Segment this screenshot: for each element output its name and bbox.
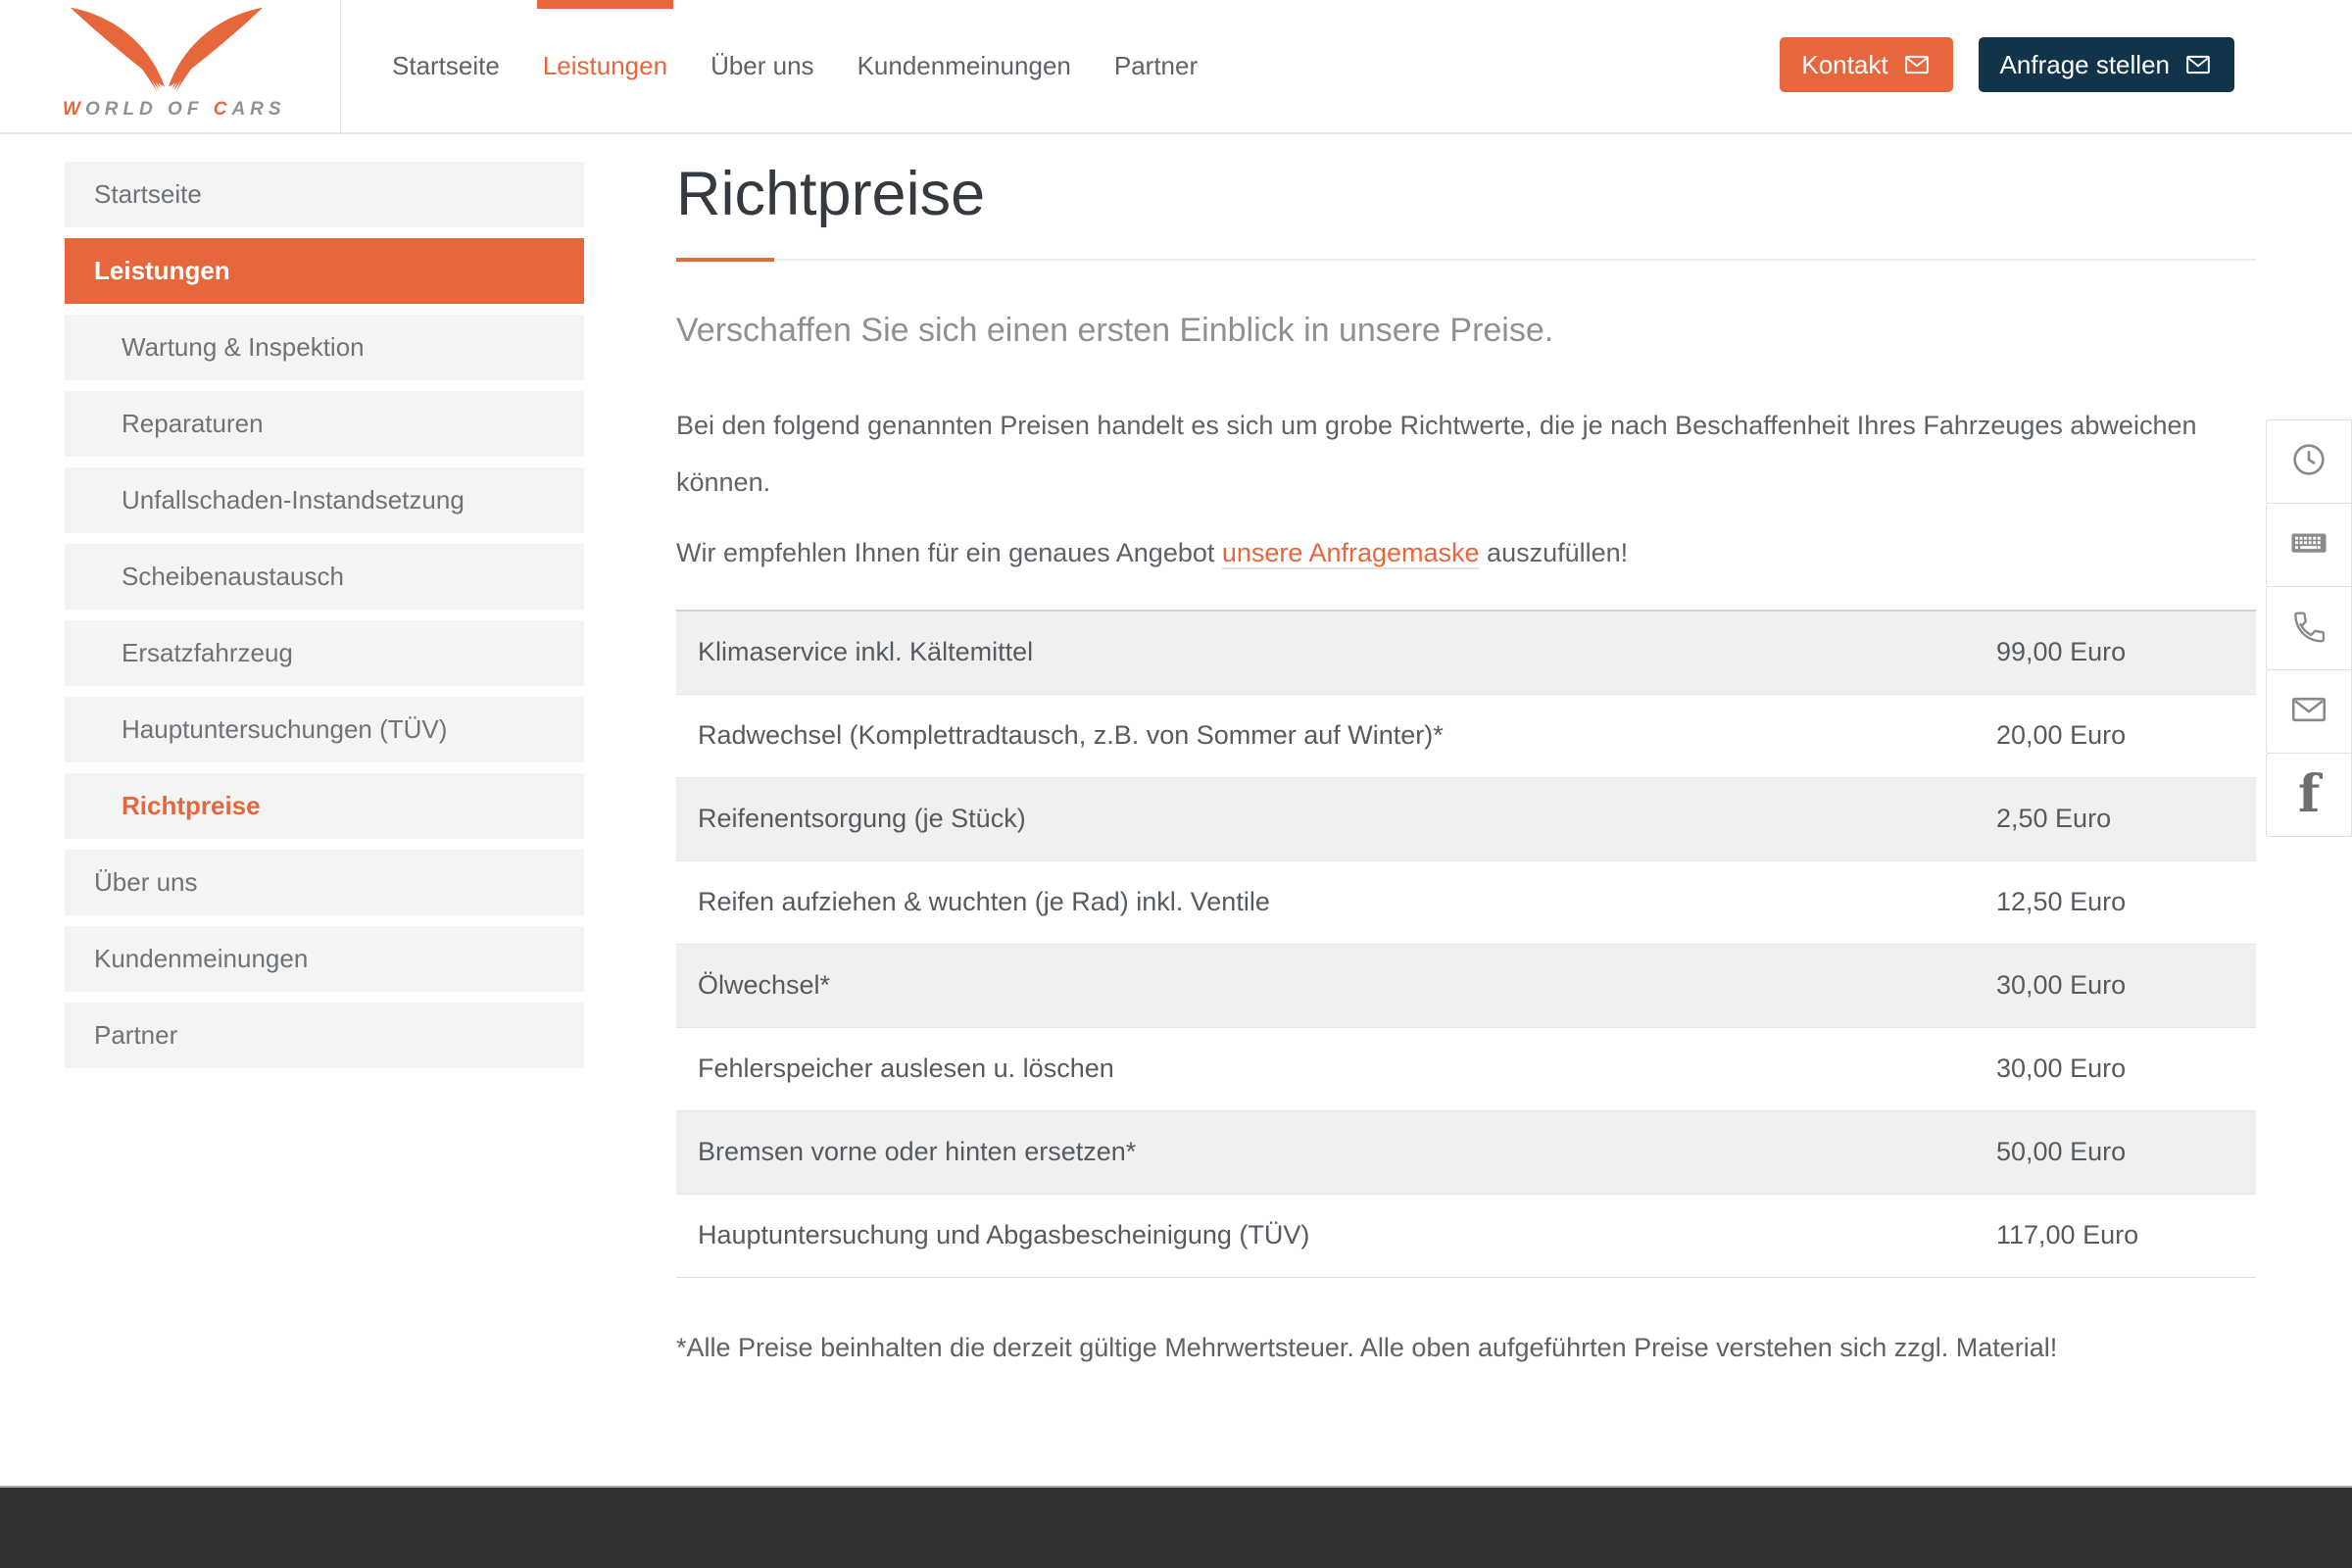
sidebar-item-hauptuntersuchungen[interactable]: Hauptuntersuchungen (TÜV) — [65, 697, 584, 762]
price-row: Hauptuntersuchung und Abgasbescheinigung (TÜV) 117,00 Euro — [676, 1194, 2256, 1277]
mail-icon — [2183, 52, 2213, 77]
main-nav — [392, 0, 1198, 132]
keyboard-icon — [2288, 522, 2329, 568]
recommendation-paragraph: Wir empfehlen Ihnen für ein genaues Angebot unsere Anfragemaske auszufüllen! — [676, 537, 1629, 567]
sidebar-item-scheibenaustausch[interactable]: Scheibenaustausch — [65, 544, 584, 610]
price-row: Ölwechsel* 30,00 Euro — [676, 944, 2256, 1027]
price-row: Klimaservice inkl. Kältemittel 99,00 Euro — [676, 612, 2256, 694]
price-row: Reifen aufziehen & wuchten (je Rad) inkl. Ventile 12,50 Euro — [676, 860, 2256, 944]
contact-side-panel — [2266, 419, 2352, 837]
intro-subtitle: Verschaffen Sie sich einen ersten Einblick in unsere Preise. — [676, 312, 1554, 350]
title-underline-accent — [676, 258, 774, 262]
clock-icon — [2289, 440, 2328, 484]
brand-logo[interactable] — [63, 4, 286, 129]
kontakt-button[interactable]: Kontakt — [1780, 37, 1952, 92]
sidebar-item-wartung-inspektion[interactable]: Wartung & Inspektion — [65, 315, 584, 380]
nav-item-kundenmeinungen[interactable]: Kundenmeinungen — [857, 51, 1071, 80]
sidebar-item-startseite[interactable]: Startseite — [65, 162, 584, 227]
footer — [0, 1486, 2352, 1568]
nav-item-partner[interactable]: Partner — [1113, 51, 1199, 80]
facebook-icon: f — [2297, 764, 2321, 824]
anfragemaske-link[interactable]: unsere Anfragemaske — [1221, 537, 1480, 567]
header-divider — [340, 0, 341, 132]
sidebar-item-partner[interactable]: Partner — [65, 1003, 584, 1068]
main-content — [676, 147, 2256, 1363]
mail-icon — [2288, 689, 2329, 735]
keyboard-button[interactable] — [2266, 503, 2352, 587]
price-footnote: *Alle Preise beinhalten die derzeit gültige Mehrwertsteuer. Alle oben aufgeführten Preise verstehen sich zzgl. Material! — [676, 1332, 2058, 1362]
sidebar-item-richtpreise[interactable]: Richtpreise — [65, 773, 584, 839]
header-actions — [1780, 37, 2234, 92]
price-row: Reifenentsorgung (je Stück) 2,50 Euro — [676, 777, 2256, 860]
sidebar-item-leistungen[interactable]: Leistungen — [65, 238, 584, 304]
nav-item-ueber-uns[interactable]: Über uns — [710, 51, 814, 80]
wings-logo-icon — [63, 4, 270, 98]
sidebar-item-ueber-uns[interactable]: Über uns — [65, 850, 584, 915]
mail-icon — [1902, 52, 1932, 77]
brand-wordmark: WORLD OF CARS — [63, 99, 286, 120]
email-button[interactable] — [2266, 669, 2352, 754]
nav-item-startseite[interactable]: Startseite — [392, 51, 500, 80]
phone-icon — [2290, 608, 2328, 650]
nav-item-leistungen[interactable]: Leistungen — [543, 0, 667, 132]
phone-button[interactable] — [2266, 586, 2352, 670]
title-underline — [676, 259, 2256, 261]
facebook-button[interactable] — [2266, 753, 2352, 837]
anfrage-stellen-button[interactable]: Anfrage stellen — [1979, 37, 2234, 92]
price-row: Fehlerspeicher auslesen u. löschen 30,00 Euro — [676, 1027, 2256, 1110]
sidebar-nav — [65, 162, 584, 1079]
price-row: Bremsen vorne oder hinten ersetzen* 50,00 Euro — [676, 1110, 2256, 1194]
sidebar-item-ersatzfahrzeug[interactable]: Ersatzfahrzeug — [65, 620, 584, 686]
page-title: Richtpreise — [676, 160, 986, 228]
header — [0, 0, 2352, 134]
active-tab-indicator — [537, 0, 673, 9]
sidebar-item-reparaturen[interactable]: Reparaturen — [65, 391, 584, 457]
sidebar-item-unfallschaden[interactable]: Unfallschaden-Instandsetzung — [65, 467, 584, 533]
sidebar-item-kundenmeinungen[interactable]: Kundenmeinungen — [65, 926, 584, 992]
opening-hours-button[interactable] — [2266, 419, 2352, 504]
intro-paragraph: Bei den folgend genannten Preisen handelt es sich um grobe Richtwerte, die je nach Beschaffenheit Ihres Fahrzeuges abweichen können. — [676, 411, 2197, 498]
price-table — [676, 610, 2256, 1278]
price-row: Radwechsel (Komplettradtausch, z.B. von Sommer auf Winter)* 20,00 Euro — [676, 694, 2256, 777]
